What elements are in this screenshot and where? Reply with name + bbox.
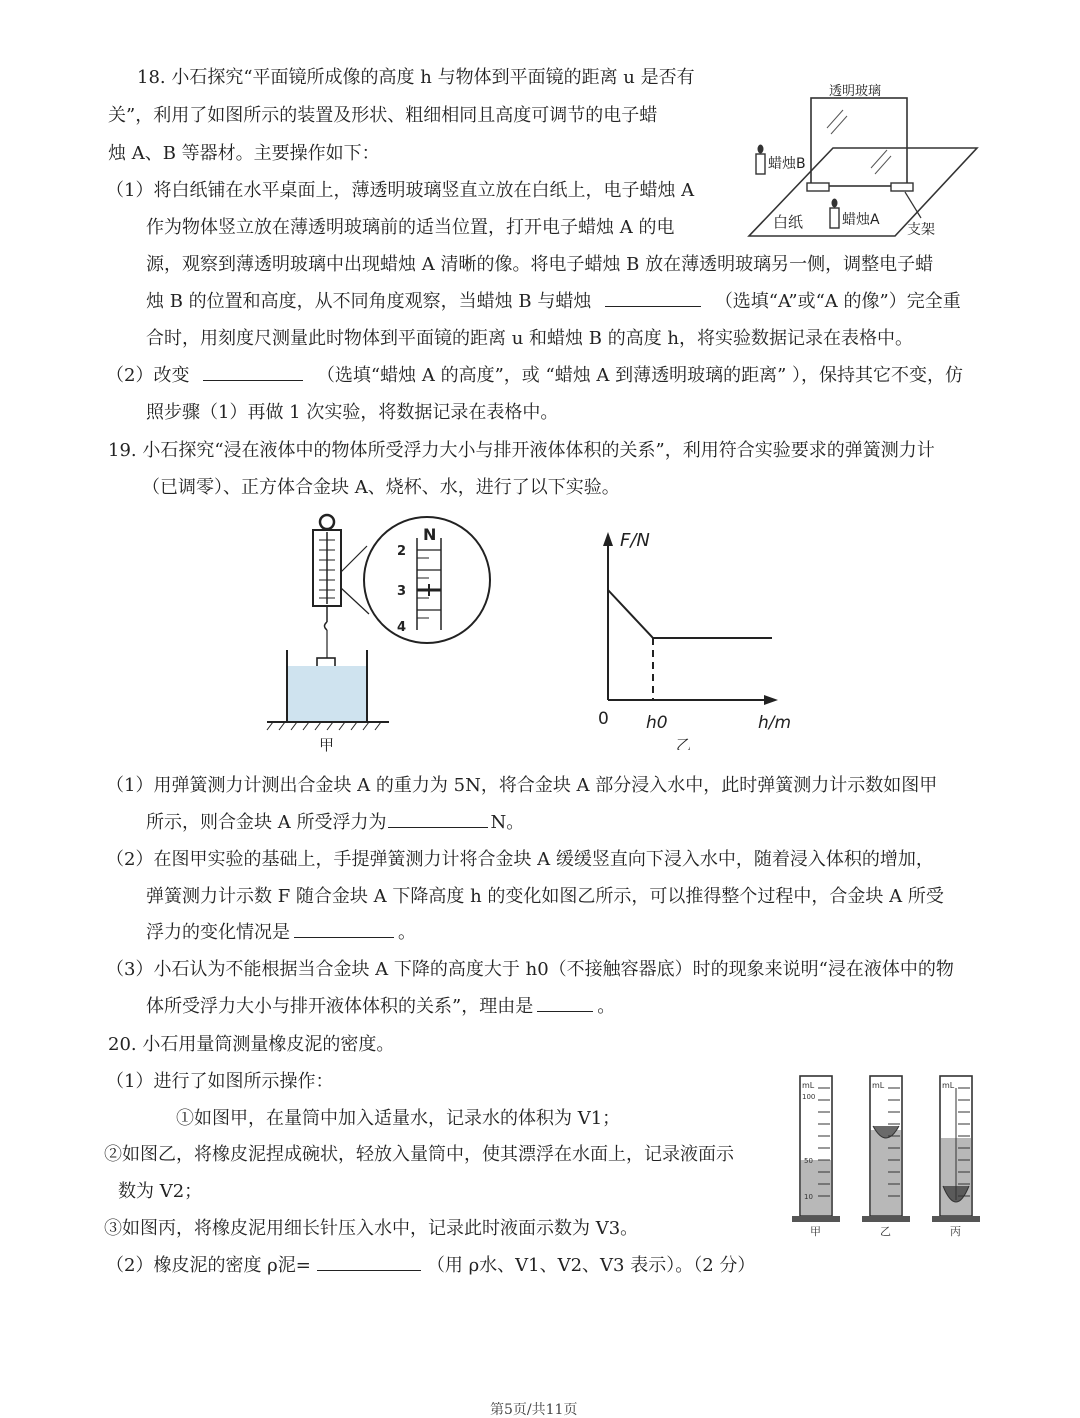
graph-origin: 0 — [598, 709, 609, 729]
q19-part1-text: 所示，则合金块 A 所受浮力为 — [146, 812, 387, 833]
q20-line-2: （1）进行了如图所示操作： — [106, 1071, 334, 1092]
q19-line-1: 19. 小石探究“浸在液体中的物体所受浮力大小与排开液体体积的关系”，利用符合实验要求的弹簧测力计 — [108, 440, 935, 461]
scale-unit-label: N — [423, 525, 437, 544]
graph-h0-label: h0 — [646, 713, 668, 733]
candle-b — [756, 145, 765, 175]
q18-blank-2[interactable] — [203, 362, 303, 381]
q18-step2-text-a: （2）改变 — [106, 365, 190, 386]
q18-line-2: 关”，利用了如图所示的装置及形状、粗细相同且高度可调节的电子蜡 — [108, 105, 658, 126]
q18-step1-line-4-text-b: （选填“A”或“A 的像”）完全重 — [714, 291, 961, 312]
q19-blank-1[interactable] — [388, 809, 488, 828]
figure-jia-caption: 甲 — [319, 736, 335, 754]
cylinder-yi-unit: mL — [872, 1081, 885, 1090]
scale-tick-3: 3 — [397, 584, 407, 599]
page-footer: 第5页/共11页 — [490, 1402, 578, 1418]
q19-part1-unit: N。 — [490, 812, 525, 833]
graph-x-label: h/m — [758, 713, 792, 733]
q20-step-2-line-1: ②如图乙，将橡皮泥捏成碗状，轻放入量筒中，使其漂浮在水面上，记录液面示 — [104, 1144, 734, 1165]
candle-a — [830, 199, 839, 229]
q19-part2-end: 。 — [398, 922, 416, 943]
q19-part1-line-2 — [146, 808, 524, 838]
scale-tick-4: 4 — [397, 620, 407, 635]
graph-y-label: F/N — [620, 530, 650, 551]
q20-cylinders-figure — [790, 1068, 1000, 1238]
stand-left — [807, 183, 829, 191]
q18-line-3: 烛 A、B 等器材。主要操作如下： — [108, 143, 380, 164]
paper-label: 白纸 — [773, 213, 804, 231]
q19-part3-line-2 — [146, 992, 615, 1022]
cylinder-bing-caption: 丙 — [950, 1225, 961, 1238]
cylinder-jia-unit: mL — [802, 1081, 815, 1090]
q19-line-2: （已调零）、正方体合金块 A、烧杯、水，进行了以下实验。 — [142, 477, 620, 498]
q20-part2-line — [106, 1251, 755, 1281]
q18-step2-text-b: （选填“蜡烛 A 的高度”，或 “蜡烛 A 到薄透明玻璃的距离” ），保持其它不变，仿 — [316, 365, 964, 386]
q18-step1-line-5: 合时，用刻度尺测量此时物体到平面镜的距离 u 和蜡烛 B 的高度 h，将实验数据记录在表格中。 — [146, 328, 914, 349]
q18-step2-line-1 — [106, 361, 963, 391]
cylinder-bing-unit: mL — [942, 1081, 955, 1090]
q19-part3-text: 体所受浮力大小与排开液体体积的关系”，理由是 — [146, 996, 534, 1017]
graph-curve — [608, 590, 772, 638]
q19-part2-line-1: （2）在图甲实验的基础上，手提弹簧测力计将合金块 A 缓缓竖直向下浸入水中，随着浸入体积的增加， — [106, 849, 934, 870]
q19-blank-3[interactable] — [537, 993, 593, 1012]
q20-blank-1[interactable] — [317, 1252, 421, 1271]
cylinder-jia — [792, 1076, 840, 1222]
q18-mirror-figure — [745, 80, 985, 240]
cylinder-yi — [862, 1076, 910, 1222]
q19-part1-line-1: （1）用弹簧测力计测出合金块 A 的重力为 5N，将合金块 A 部分浸入水中，此时弹簧测力计示数如图甲 — [106, 775, 938, 796]
q20-part2-text-b: （用 ρ水、V1、V2、V3 表示）。（2 分） — [426, 1255, 756, 1276]
q19-part3-end: 。 — [597, 996, 616, 1017]
scale-tick-2: 2 — [397, 544, 407, 559]
stand-label: 支架 — [907, 222, 935, 238]
q18-step1-line-1: （1）将白纸铺在水平桌面上，薄透明玻璃竖直立放在白纸上，电子蜡烛 A — [106, 180, 695, 201]
candle-a-label: 蜡烛A — [842, 212, 880, 228]
q18-step1-line-4 — [146, 287, 961, 317]
q20-step-1: ①如图甲，在量筒中加入适量水，记录水的体积为 V1； — [176, 1108, 621, 1129]
q18-step1-line-3: 源，观察到薄透明玻璃中出现蜡烛 A 清晰的像。将电子蜡烛 B 放在薄透明玻璃另一侧，调整电子蜡 — [146, 254, 934, 275]
q20-part2-text-a: （2）橡皮泥的密度 ρ泥= — [106, 1255, 311, 1276]
figure-yi-caption: 乙 — [676, 736, 692, 750]
cylinder-bing — [932, 1076, 980, 1222]
q19-blank-2[interactable] — [294, 919, 394, 938]
q19-part2-line-2: 弹簧测力计示数 F 随合金块 A 下降高度 h 的变化如图乙所示，可以推得整个过程中，合金块 A 所受 — [146, 886, 944, 907]
q18-line-1: 18. 小石探究“平面镜所成像的高度 h 与物体到平面镜的距离 u 是否有 — [137, 67, 695, 88]
q18-step2-line-2: 照步骤（1）再做 1 次实验，将数据记录在表格中。 — [146, 402, 559, 423]
q20-step-2-line-2: 数为 V2； — [118, 1181, 203, 1202]
q20-step-3: ③如图丙，将橡皮泥用细长针压入水中，记录此时液面示数为 V3。 — [104, 1218, 639, 1239]
cylinder-yi-caption: 乙 — [880, 1225, 891, 1238]
q18-step1-line-2: 作为物体竖立放在薄透明玻璃前的适当位置，打开电子蜡烛 A 的电 — [146, 217, 675, 238]
cylinder-jia-caption: 甲 — [810, 1225, 821, 1238]
candle-b-label: 蜡烛B — [768, 156, 806, 172]
q19-part2-line-3 — [146, 918, 416, 948]
cylinder-jia-tick-100: 100 — [802, 1093, 816, 1101]
q19-part3-line-1: （3）小石认为不能根据当合金块 A 下降的高度大于 h0（不接触容器底）时的现象来说明“浸在液体中的物 — [106, 959, 954, 980]
cylinder-jia-tick-50: 50 — [804, 1157, 813, 1165]
q19-figure-yi — [590, 520, 805, 750]
cylinder-jia-tick-10: 10 — [804, 1193, 813, 1201]
beaker-water — [287, 666, 367, 722]
q18-step1-line-4-text-a: 烛 B 的位置和高度，从不同角度观察，当蜡烛 B 与蜡烛 — [146, 291, 592, 312]
q18-blank-1[interactable] — [605, 288, 701, 307]
glass-pane — [811, 98, 907, 186]
q20-line-1: 20. 小石用量筒测量橡皮泥的密度。 — [108, 1034, 395, 1055]
stand-right — [891, 183, 913, 191]
glass-label: 透明玻璃 — [829, 84, 882, 99]
q19-figure-jia — [265, 510, 495, 755]
q19-part2-text: 浮力的变化情况是 — [146, 922, 290, 943]
